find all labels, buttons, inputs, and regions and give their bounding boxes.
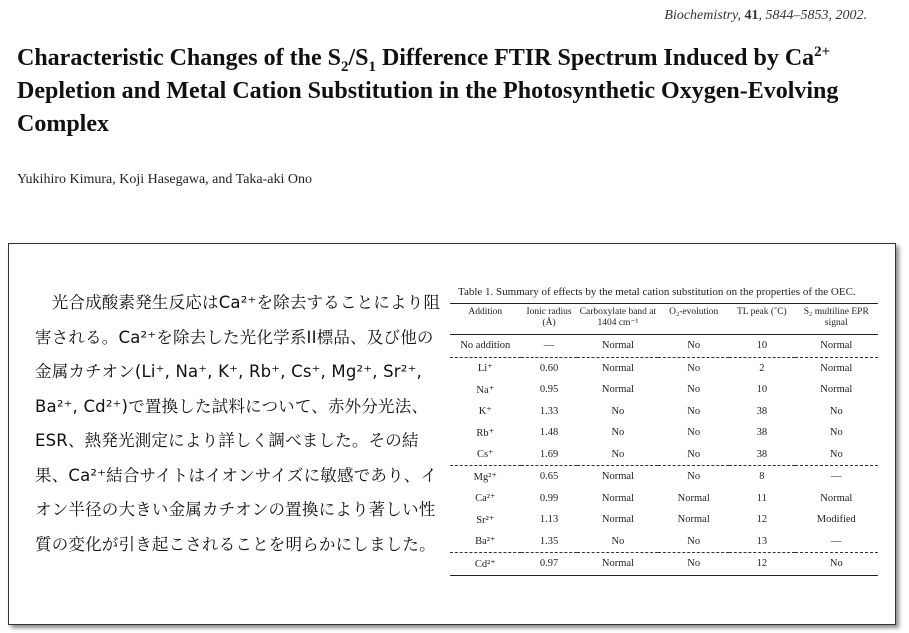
table-caption: Table 1. Summary of effects by the metal cation substitution on the properties of the OEC. — [458, 286, 856, 298]
table-cell: No — [829, 448, 843, 460]
table-row — [450, 401, 878, 423]
table-cell: 0.97 — [521, 553, 578, 576]
table-cell: Ca²⁺ — [475, 493, 496, 505]
table-cell: 10 — [756, 340, 768, 352]
table-cell: 38 — [756, 427, 768, 439]
table-cell: Normal — [820, 384, 853, 396]
table-cell: No — [795, 553, 878, 576]
table-cell: Normal — [677, 492, 710, 504]
table-cell: 0.65 — [521, 466, 578, 488]
table-cell: No — [658, 357, 729, 379]
table-row — [450, 466, 878, 488]
table-cell: 8 — [729, 466, 794, 488]
table-cell: No — [687, 384, 701, 396]
table-cell: 38 — [756, 405, 768, 417]
table-header-cell: TL peak (˚C) — [729, 304, 794, 335]
citation: Biochemistry, 41, 5844–5853, 2002. — [664, 8, 867, 23]
table-cell: No — [687, 340, 701, 352]
table-row — [450, 379, 878, 401]
japanese-summary: 光合成酸素発生反応はCa²⁺を除去することにより阻害される。Ca²⁺を除去した光化学系II標品、及び他の金属カチオン(Li⁺, Na⁺, K⁺, Rb⁺, Cs⁺, Mg²⁺, Sr²⁺, Ba²⁺, Cd²⁺)で置換した試料について、赤外分光法、ESR、熱発光測定により詳しく調べました。その結果、Ca²⁺結合サイトはイオンサイズに敏感であり、イオン半径の大きい金属カチオンの置換により著しい性質の変化が引き起こされることを明らかにしました。 — [35, 293, 441, 554]
table-cell: Normal — [577, 553, 658, 576]
table-cell: No — [687, 405, 701, 417]
table-cell: Normal — [601, 384, 634, 396]
results-table-container — [450, 286, 880, 576]
table-cell: No — [611, 427, 625, 439]
table-header-cell: Addition — [450, 304, 521, 335]
table-cell: Modified — [816, 514, 856, 526]
summary-panel — [8, 243, 896, 625]
table-cell: Normal — [601, 492, 634, 504]
table-cell: — — [831, 535, 842, 547]
table-cell: Mg²⁺ — [450, 466, 521, 488]
journal-year: 2002. — [835, 8, 867, 23]
table-cell: No addition — [460, 340, 511, 352]
table-cell: No — [687, 427, 701, 439]
table-cell: No — [687, 448, 701, 460]
table-cell: No — [658, 553, 729, 576]
table-cell: 0.99 — [539, 492, 559, 504]
table-cell: K⁺ — [478, 406, 492, 418]
table-cell: Normal — [820, 340, 853, 352]
journal-volume: 41 — [744, 8, 759, 23]
table-row — [450, 553, 878, 576]
table-cell: Normal — [677, 514, 710, 526]
table-row — [450, 444, 878, 466]
table-cell: 1.33 — [539, 405, 559, 417]
table-header-cell: Carboxylate band at 1404 cm⁻¹ — [577, 304, 658, 335]
table-cell: Normal — [795, 357, 878, 379]
table-cell: 0.95 — [539, 384, 559, 396]
table-cell: 12 — [756, 514, 768, 526]
table-cell: No — [658, 466, 729, 488]
table-cell: 1.35 — [539, 535, 559, 547]
journal-pages: 5844–5853 — [765, 8, 829, 23]
table-cell: 12 — [729, 553, 794, 576]
table-cell: Normal — [577, 357, 658, 379]
table-cell: Li⁺ — [450, 357, 521, 379]
table-body — [450, 335, 878, 576]
table-cell: No — [687, 535, 701, 547]
table-cell: Cd²⁺ — [450, 553, 521, 576]
table-cell: Sr²⁺ — [476, 514, 495, 526]
table-header-cell: S₂ multiline EPR signal — [795, 304, 878, 335]
author-list: Yukihiro Kimura, Koji Hasegawa, and Taka-aki Ono — [17, 172, 313, 187]
journal-name: Biochemistry — [664, 8, 738, 23]
table-cell: Na⁺ — [476, 384, 495, 396]
table-row — [450, 531, 878, 553]
table-cell: 1.48 — [539, 427, 559, 439]
table-cell: — — [795, 466, 878, 488]
table-cell: Cs⁺ — [476, 449, 494, 461]
table-row — [450, 488, 878, 510]
table-cell: Ba²⁺ — [475, 536, 496, 548]
table-row — [450, 357, 878, 379]
table-cell: No — [829, 405, 843, 417]
table-cell: No — [611, 405, 625, 417]
table-cell: Normal — [577, 466, 658, 488]
table-cell: Rb⁺ — [476, 427, 495, 439]
table-header-row — [450, 304, 878, 335]
table-cell: 11 — [756, 492, 767, 504]
table-row — [450, 422, 878, 444]
table-cell: No — [611, 448, 625, 460]
table-cell: No — [829, 427, 843, 439]
paper-title: Characteristic Changes of the $S_2/S_1$ Difference FTIR Spectrum Induced by $Ca^{2+}$ Depletion and Metal Cation Substitution in the Photosynthetic Oxygen-Evolving Complex — [17, 44, 839, 137]
table-cell: Normal — [601, 514, 634, 526]
table-header-cell: Ionic radius (Å) — [521, 304, 578, 335]
table-cell: 1.13 — [539, 514, 559, 526]
table-row — [450, 335, 878, 358]
table-cell: 1.69 — [539, 448, 559, 460]
table-cell: No — [611, 535, 625, 547]
table-row — [450, 509, 878, 531]
table-cell: 38 — [756, 448, 768, 460]
table-cell: Normal — [820, 492, 853, 504]
table-cell: 10 — [756, 384, 768, 396]
table-cell: — — [543, 340, 555, 352]
table-cell: 0.60 — [521, 357, 578, 379]
table-cell: 13 — [756, 535, 768, 547]
results-table — [450, 303, 878, 576]
table-cell: Normal — [601, 340, 634, 352]
table-cell: 2 — [729, 357, 794, 379]
table-header-cell: O₂-evolution — [658, 304, 729, 335]
